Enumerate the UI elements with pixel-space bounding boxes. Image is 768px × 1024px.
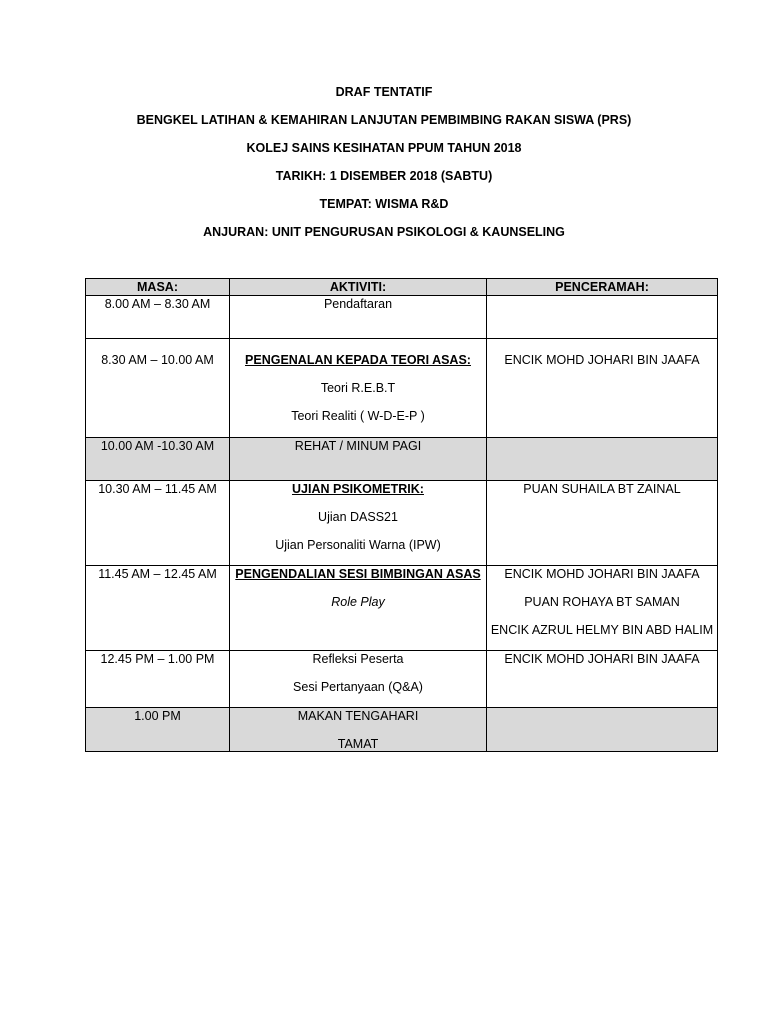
table-row: [86, 651, 718, 708]
table-header-row: [86, 279, 718, 296]
host-line: ANJURAN: UNIT PENGURUSAN PSIKOLOGI & KAUNSELING: [203, 225, 565, 239]
activity-text: REHAT / MINUM PAGI: [294, 439, 422, 453]
activity-heading: PENGENALAN KEPADA TEORI ASAS:: [245, 353, 471, 367]
event-title: BENGKEL LATIHAN & KEMAHIRAN LANJUTAN PEMBIMBING RAKAN SISWA (PRS): [136, 113, 632, 127]
activity-cell: [230, 566, 487, 651]
activity-heading: PENGENDALIAN SESI BIMBINGAN ASAS: [235, 567, 481, 581]
time-text: 1.00 PM: [134, 709, 181, 723]
college-line: KOLEJ SAINS KESIHATAN PPUM TAHUN 2018: [246, 141, 522, 155]
activity-text: Ujian DASS21: [318, 510, 398, 524]
activity-cell: [230, 339, 487, 438]
activity-text: TAMAT: [337, 737, 379, 751]
speaker-cell: [487, 566, 718, 651]
speaker-name: ENCIK MOHD JOHARI BIN JAAFA: [504, 353, 700, 367]
activity-heading: UJIAN PSIKOMETRIK:: [292, 482, 424, 496]
date-line: TARIKH: 1 DISEMBER 2018 (SABTU): [275, 169, 493, 183]
activity-cell: [230, 481, 487, 566]
time-cell: [86, 339, 230, 438]
speaker-name: PUAN SUHAILA BT ZAINAL: [523, 482, 681, 496]
speaker-name: ENCIK MOHD JOHARI BIN JAAFA: [504, 652, 700, 666]
time-cell: [86, 651, 230, 708]
activity-text: Teori Realiti ( W-D-E-P ): [291, 409, 425, 423]
time-cell: [86, 481, 230, 566]
activity-cell: [230, 708, 487, 752]
activity-text: Teori R.E.B.T: [320, 381, 396, 395]
speaker-cell: [487, 708, 718, 752]
activity-text: Ujian Personaliti Warna (IPW): [275, 538, 441, 552]
column-header-time: MASA:: [86, 279, 230, 296]
activity-text: Role Play: [331, 595, 385, 609]
time-text: 11.45 AM – 12.45 AM: [98, 567, 217, 581]
time-cell: [86, 708, 230, 752]
activity-cell: [230, 651, 487, 708]
activity-text: Refleksi Peserta: [312, 652, 404, 666]
table-row: [86, 296, 718, 339]
column-header-speaker: PENCERAMAH:: [487, 279, 718, 296]
speaker-cell: [487, 296, 718, 339]
activity-text: Sesi Pertanyaan (Q&A): [293, 680, 423, 694]
speaker-cell: [487, 651, 718, 708]
speaker-name: ENCIK MOHD JOHARI BIN JAAFA: [504, 567, 700, 581]
activity-text: Pendaftaran: [323, 297, 393, 311]
time-text: 12.45 PM – 1.00 PM: [100, 652, 215, 666]
column-header-activity: AKTIVITI:: [230, 279, 487, 296]
time-text: 10.00 AM -10.30 AM: [100, 439, 215, 453]
time-text: 8.00 AM – 8.30 AM: [104, 297, 211, 311]
table-row: [86, 708, 718, 752]
speaker-cell: [487, 339, 718, 438]
table-row: [86, 566, 718, 651]
table-row: [86, 481, 718, 566]
activity-text: MAKAN TENGAHARI: [297, 709, 419, 723]
table-row: [86, 438, 718, 481]
table-row: [86, 339, 718, 438]
time-text: 10.30 AM – 11.45 AM: [98, 482, 217, 496]
venue-line: TEMPAT: WISMA R&D: [319, 197, 449, 211]
speaker-cell: [487, 481, 718, 566]
activity-cell: [230, 438, 487, 481]
time-cell: [86, 296, 230, 339]
draft-title: DRAF TENTATIF: [335, 85, 433, 99]
time-cell: [86, 566, 230, 651]
speaker-name: PUAN ROHAYA BT SAMAN: [524, 595, 680, 609]
speaker-cell: [487, 438, 718, 481]
activity-cell: [230, 296, 487, 339]
time-cell: [86, 438, 230, 481]
schedule-table: [85, 278, 718, 752]
time-text: 8.30 AM – 10.00 AM: [101, 353, 214, 367]
document-header: [0, 84, 768, 252]
speaker-name: ENCIK AZRUL HELMY BIN ABD HALIM: [490, 623, 714, 637]
